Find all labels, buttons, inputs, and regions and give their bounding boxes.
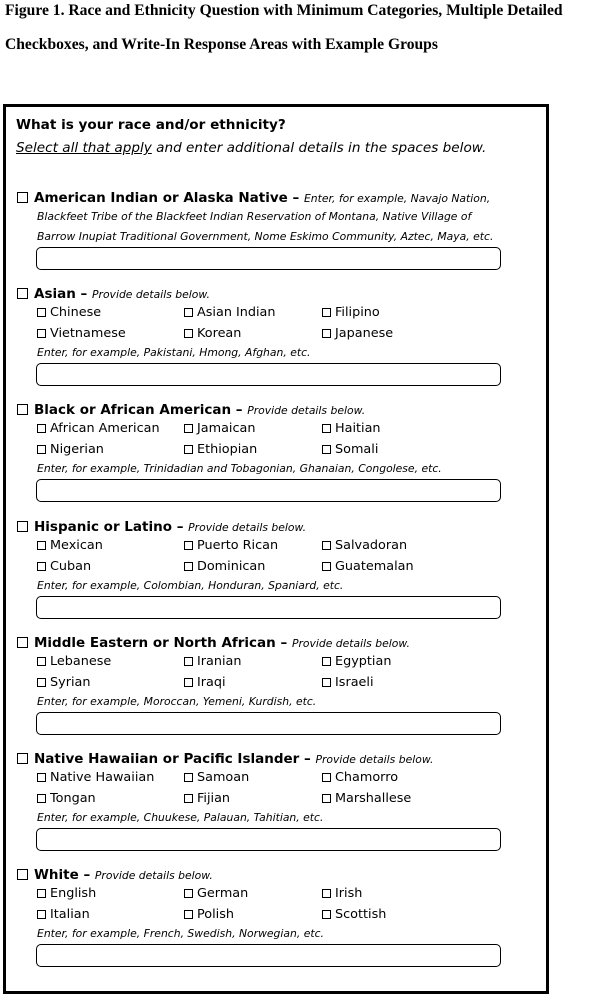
option-checkbox[interactable]: Samoan: [184, 770, 249, 786]
option-checkbox[interactable]: Somali: [322, 442, 378, 458]
option-checkbox[interactable]: Iranian: [184, 654, 242, 670]
question-title: What is your race and/or ethnicity?: [16, 117, 286, 133]
category-name: Hispanic or Latino: [34, 519, 172, 535]
category-name: Black or African American: [34, 402, 232, 418]
category-detail: Provide details below.: [188, 521, 307, 534]
example-note: Enter, for example, Moroccan, Yemeni, Kurdish, etc.: [37, 695, 317, 708]
option-checkbox[interactable]: Iraqi: [184, 675, 226, 691]
option-checkbox[interactable]: Israeli: [322, 675, 374, 691]
example-note: Enter, for example, Pakistani, Hmong, Afghan, etc.: [37, 346, 311, 359]
category-name: White: [34, 867, 79, 883]
option-checkbox[interactable]: African American: [37, 421, 160, 437]
option-checkbox[interactable]: Vietnamese: [37, 326, 126, 342]
category-detail: Provide details below.: [247, 404, 366, 417]
write-in-field-aian[interactable]: [36, 247, 501, 270]
instruction-rest: and enter additional details in the spaces below.: [151, 140, 487, 156]
write-in-field-black[interactable]: [36, 479, 501, 502]
write-in-field-nhpi[interactable]: [36, 828, 501, 851]
option-checkbox[interactable]: Guatemalan: [322, 559, 414, 575]
example-note: Enter, for example, French, Swedish, Norwegian, etc.: [37, 927, 324, 940]
example-note: Enter, for example, Trinidadian and Tobagonian, Ghanaian, Congolese, etc.: [37, 462, 442, 475]
example-note: Enter, for example, Colombian, Honduran, Spaniard, etc.: [37, 579, 344, 592]
category-name: Middle Eastern or North African: [34, 635, 276, 651]
category-detail: Enter, for example, Navajo Nation,: [303, 192, 491, 205]
option-checkbox[interactable]: Syrian: [37, 675, 90, 691]
option-checkbox[interactable]: Jamaican: [184, 421, 255, 437]
option-checkbox[interactable]: Polish: [184, 907, 234, 923]
category-line: Middle Eastern or North African – Provide details below.: [17, 634, 410, 652]
category-detail: Provide details below.: [291, 637, 410, 650]
option-checkbox[interactable]: Filipino: [322, 305, 380, 321]
option-checkbox[interactable]: Fijian: [184, 791, 230, 807]
category-line: Hispanic or Latino – Provide details below.: [17, 518, 306, 536]
category-line: Asian – Provide details below.: [17, 285, 210, 303]
option-checkbox[interactable]: Salvadoran: [322, 538, 407, 554]
category-detail-cont-2: Barrow Inupiat Traditional Government, Nome Eskimo Community, Aztec, Maya, etc.: [37, 230, 494, 243]
category-line: Native Hawaiian or Pacific Islander – Provide details below.: [17, 750, 433, 768]
option-checkbox[interactable]: Cuban: [37, 559, 91, 575]
category-checkbox-hispanic[interactable]: [17, 521, 28, 532]
option-checkbox[interactable]: Chinese: [37, 305, 101, 321]
option-checkbox[interactable]: Japanese: [322, 326, 393, 342]
figure-title-line-2: Checkboxes, and Write-In Response Areas with Example Groups: [5, 36, 438, 53]
write-in-field-asian[interactable]: [36, 363, 501, 386]
category-checkbox-mena[interactable]: [17, 637, 28, 648]
category-detail: Provide details below.: [92, 288, 210, 301]
option-checkbox[interactable]: Lebanese: [37, 654, 111, 670]
option-checkbox[interactable]: Scottish: [322, 907, 386, 923]
option-checkbox[interactable]: Italian: [37, 907, 90, 923]
category-checkbox-nhpi[interactable]: [17, 753, 28, 764]
category-detail: Provide details below.: [315, 753, 434, 766]
category-line: American Indian or Alaska Native – Enter, for example, Navajo Nation,: [17, 189, 490, 207]
example-note: Enter, for example, Chuukese, Palauan, Tahitian, etc.: [37, 811, 324, 824]
category-checkbox-white[interactable]: [17, 869, 28, 880]
option-checkbox[interactable]: Asian Indian: [184, 305, 276, 321]
option-checkbox[interactable]: Haitian: [322, 421, 381, 437]
category-checkbox-black[interactable]: [17, 404, 28, 415]
category-name: Native Hawaiian or Pacific Islander: [34, 751, 300, 767]
category-name: Asian: [34, 286, 76, 302]
option-checkbox[interactable]: Marshallese: [322, 791, 411, 807]
figure-title-line-1: Figure 1. Race and Ethnicity Question with Minimum Categories, Multiple Detailed: [5, 2, 563, 19]
write-in-field-white[interactable]: [36, 944, 501, 967]
instruction-select-all: Select all that apply: [16, 140, 152, 156]
option-checkbox[interactable]: Tongan: [37, 791, 96, 807]
option-checkbox[interactable]: English: [37, 886, 96, 902]
option-checkbox[interactable]: Korean: [184, 326, 241, 342]
write-in-field-mena[interactable]: [36, 712, 501, 735]
question-instruction: [16, 140, 486, 156]
option-checkbox[interactable]: Egyptian: [322, 654, 391, 670]
category-detail: Provide details below.: [94, 869, 213, 882]
option-checkbox[interactable]: Ethiopian: [184, 442, 257, 458]
option-checkbox[interactable]: Mexican: [37, 538, 103, 554]
category-line: White – Provide details below.: [17, 866, 213, 884]
option-checkbox[interactable]: Puerto Rican: [184, 538, 278, 554]
option-checkbox[interactable]: Irish: [322, 886, 362, 902]
option-checkbox[interactable]: Nigerian: [37, 442, 104, 458]
write-in-field-hispanic[interactable]: [36, 596, 501, 619]
option-checkbox[interactable]: Chamorro: [322, 770, 398, 786]
category-line: Black or African American – Provide details below.: [17, 401, 365, 419]
category-detail-cont-1: Blackfeet Tribe of the Blackfeet Indian Reservation of Montana, Native Village of: [37, 210, 472, 223]
option-checkbox[interactable]: Native Hawaiian: [37, 770, 154, 786]
category-checkbox-asian[interactable]: [17, 288, 28, 299]
category-name: American Indian or Alaska Native: [34, 190, 288, 206]
option-checkbox[interactable]: German: [184, 886, 248, 902]
option-checkbox[interactable]: Dominican: [184, 559, 265, 575]
category-checkbox-aian[interactable]: [17, 192, 28, 203]
